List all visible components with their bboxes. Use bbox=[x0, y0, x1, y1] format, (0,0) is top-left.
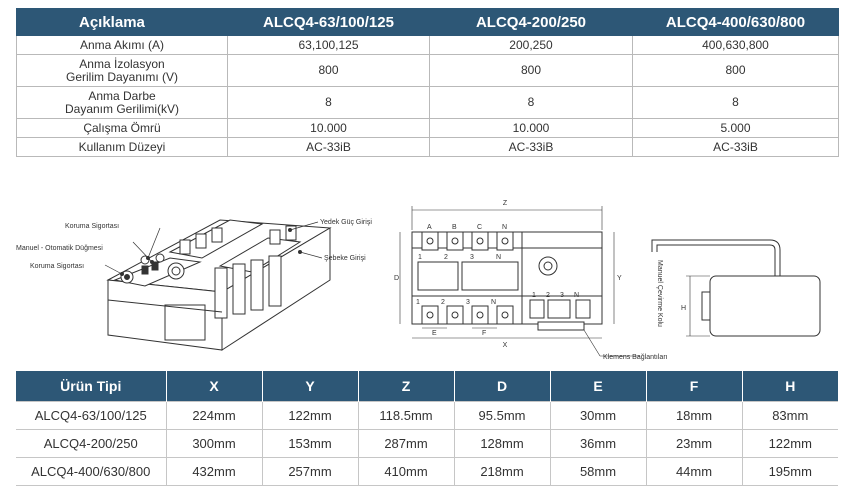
label-koruma-sigortasi-bottom: Koruma Sigortası bbox=[30, 263, 85, 270]
label-line: Anma İzolasyon bbox=[79, 56, 165, 71]
terminal-label-bottom-n: N bbox=[491, 299, 497, 306]
terminal-label-b: B bbox=[452, 224, 457, 231]
dim-header-row bbox=[16, 371, 838, 402]
label-line: Anma Akımı (A) bbox=[79, 37, 165, 52]
label-line: Anma Darbe bbox=[88, 88, 156, 103]
terminal-label-right-n: N bbox=[574, 292, 580, 299]
spec-row-label bbox=[17, 55, 228, 87]
dim-cell: 122mm bbox=[742, 430, 838, 458]
spec-header-row bbox=[17, 9, 839, 36]
dim-header-cell: X bbox=[166, 371, 262, 402]
dim-header-cell: D bbox=[454, 371, 550, 402]
spec-row bbox=[17, 138, 839, 157]
spec-header-cell: Açıklama bbox=[17, 9, 228, 36]
label-yedek-guc: Yedek Güç Girişi bbox=[320, 219, 372, 226]
dim-label-h: H bbox=[681, 305, 687, 312]
dim-cell: ALCQ4-63/100/125 bbox=[16, 402, 166, 430]
spec-cell: 8 bbox=[228, 87, 430, 119]
dim-cell: 118.5mm bbox=[358, 402, 454, 430]
dim-cell: 23mm bbox=[646, 430, 742, 458]
spec-header-cell: ALCQ4-200/250 bbox=[430, 9, 633, 36]
spec-row-label bbox=[17, 119, 228, 138]
label-line: Dayanım Gerilimi(kV) bbox=[64, 101, 179, 116]
dim-label-e: E bbox=[432, 330, 437, 337]
spec-cell: 200,250 bbox=[430, 36, 633, 55]
spec-cell: 63,100,125 bbox=[228, 36, 430, 55]
spec-table bbox=[16, 8, 839, 157]
terminal-label-right-3: 3 bbox=[560, 292, 564, 299]
terminal-label-n: N bbox=[502, 224, 508, 231]
dim-cell: 218mm bbox=[454, 458, 550, 486]
dim-cell: 153mm bbox=[262, 430, 358, 458]
spec-row bbox=[17, 87, 839, 119]
dim-header-cell: F bbox=[646, 371, 742, 402]
label-koruma-sigortasi-top: Koruma Sigortası bbox=[65, 223, 120, 230]
spec-row-label bbox=[17, 138, 228, 157]
spec-header-cell: ALCQ4-400/630/800 bbox=[633, 9, 839, 36]
spec-header-cell: ALCQ4-63/100/125 bbox=[228, 9, 430, 36]
terminal-label-mid-2: 2 bbox=[444, 254, 448, 261]
spec-row bbox=[17, 36, 839, 55]
spec-row bbox=[17, 55, 839, 87]
spec-cell: AC-33iB bbox=[633, 138, 839, 157]
spec-row-label bbox=[17, 87, 228, 119]
dim-label-d: D bbox=[394, 275, 400, 282]
dim-cell: 30mm bbox=[550, 402, 646, 430]
spec-cell: 10.000 bbox=[430, 119, 633, 138]
dim-header-cell: Ürün Tipi bbox=[16, 371, 166, 402]
product-diagram bbox=[0, 180, 852, 368]
terminal-label-c: C bbox=[477, 224, 483, 231]
spec-cell: 8 bbox=[430, 87, 633, 119]
dim-cell: 128mm bbox=[454, 430, 550, 458]
label-manuel-otomatik: Manuel - Otomatik Düğmesi bbox=[16, 245, 103, 252]
label-klemens: Klemens Bağlantıları bbox=[603, 354, 668, 361]
dim-header-cell: E bbox=[550, 371, 646, 402]
terminal-label-right-2: 2 bbox=[546, 292, 550, 299]
side-view bbox=[652, 240, 820, 336]
dim-label-z: Z bbox=[502, 200, 508, 207]
dim-cell: 58mm bbox=[550, 458, 646, 486]
spec-cell: AC-33iB bbox=[430, 138, 633, 157]
terminal-label-right-1: 1 bbox=[532, 292, 536, 299]
dim-cell: 122mm bbox=[262, 402, 358, 430]
dim-cell: 257mm bbox=[262, 458, 358, 486]
dim-cell: 83mm bbox=[742, 402, 838, 430]
dim-label-y: Y bbox=[617, 275, 622, 282]
terminal-label-bottom-3: 3 bbox=[466, 299, 470, 306]
dim-cell: 18mm bbox=[646, 402, 742, 430]
dimensions-table bbox=[16, 371, 838, 486]
spec-row-label bbox=[17, 36, 228, 55]
dim-cell: 287mm bbox=[358, 430, 454, 458]
terminal-label-mid-1: 1 bbox=[418, 254, 422, 261]
dim-label-f: F bbox=[482, 330, 487, 337]
spec-cell: 800 bbox=[633, 55, 839, 87]
dim-cell: ALCQ4-400/630/800 bbox=[16, 458, 166, 486]
terminal-label-mid-n: N bbox=[496, 254, 502, 261]
dim-label-x: X bbox=[502, 342, 508, 349]
isometric-view bbox=[105, 220, 330, 350]
dim-cell: 224mm bbox=[166, 402, 262, 430]
spec-cell: 400,630,800 bbox=[633, 36, 839, 55]
spec-cell: 8 bbox=[633, 87, 839, 119]
dim-header-cell: Y bbox=[262, 371, 358, 402]
terminal-label-a: A bbox=[427, 224, 432, 231]
label-line: Kullanım Düzeyi bbox=[78, 139, 166, 154]
spec-cell: 800 bbox=[430, 55, 633, 87]
spec-cell: 5.000 bbox=[633, 119, 839, 138]
label-manuel-cevirme: Manuel Çevirme Kolu bbox=[656, 260, 663, 327]
terminal-label-bottom-1: 1 bbox=[416, 299, 420, 306]
dim-row bbox=[16, 430, 838, 458]
dim-cell: 300mm bbox=[166, 430, 262, 458]
dim-cell: 36mm bbox=[550, 430, 646, 458]
dim-cell: 410mm bbox=[358, 458, 454, 486]
terminal-label-bottom-2: 2 bbox=[441, 299, 445, 306]
spec-cell: 10.000 bbox=[228, 119, 430, 138]
dim-row bbox=[16, 402, 838, 430]
label-sebeke: Şebeke Girişi bbox=[324, 255, 366, 262]
dim-row bbox=[16, 458, 838, 486]
dim-cell: 195mm bbox=[742, 458, 838, 486]
label-line: Çalışma Ömrü bbox=[83, 120, 161, 135]
dim-header-cell: Z bbox=[358, 371, 454, 402]
dim-header-cell: H bbox=[742, 371, 838, 402]
dim-cell: ALCQ4-200/250 bbox=[16, 430, 166, 458]
terminal-label-mid-3: 3 bbox=[470, 254, 474, 261]
label-line: Gerilim Dayanımı (V) bbox=[65, 69, 178, 84]
dim-cell: 44mm bbox=[646, 458, 742, 486]
spec-cell: AC-33iB bbox=[228, 138, 430, 157]
spec-row bbox=[17, 119, 839, 138]
dim-cell: 95.5mm bbox=[454, 402, 550, 430]
spec-cell: 800 bbox=[228, 55, 430, 87]
dim-cell: 432mm bbox=[166, 458, 262, 486]
